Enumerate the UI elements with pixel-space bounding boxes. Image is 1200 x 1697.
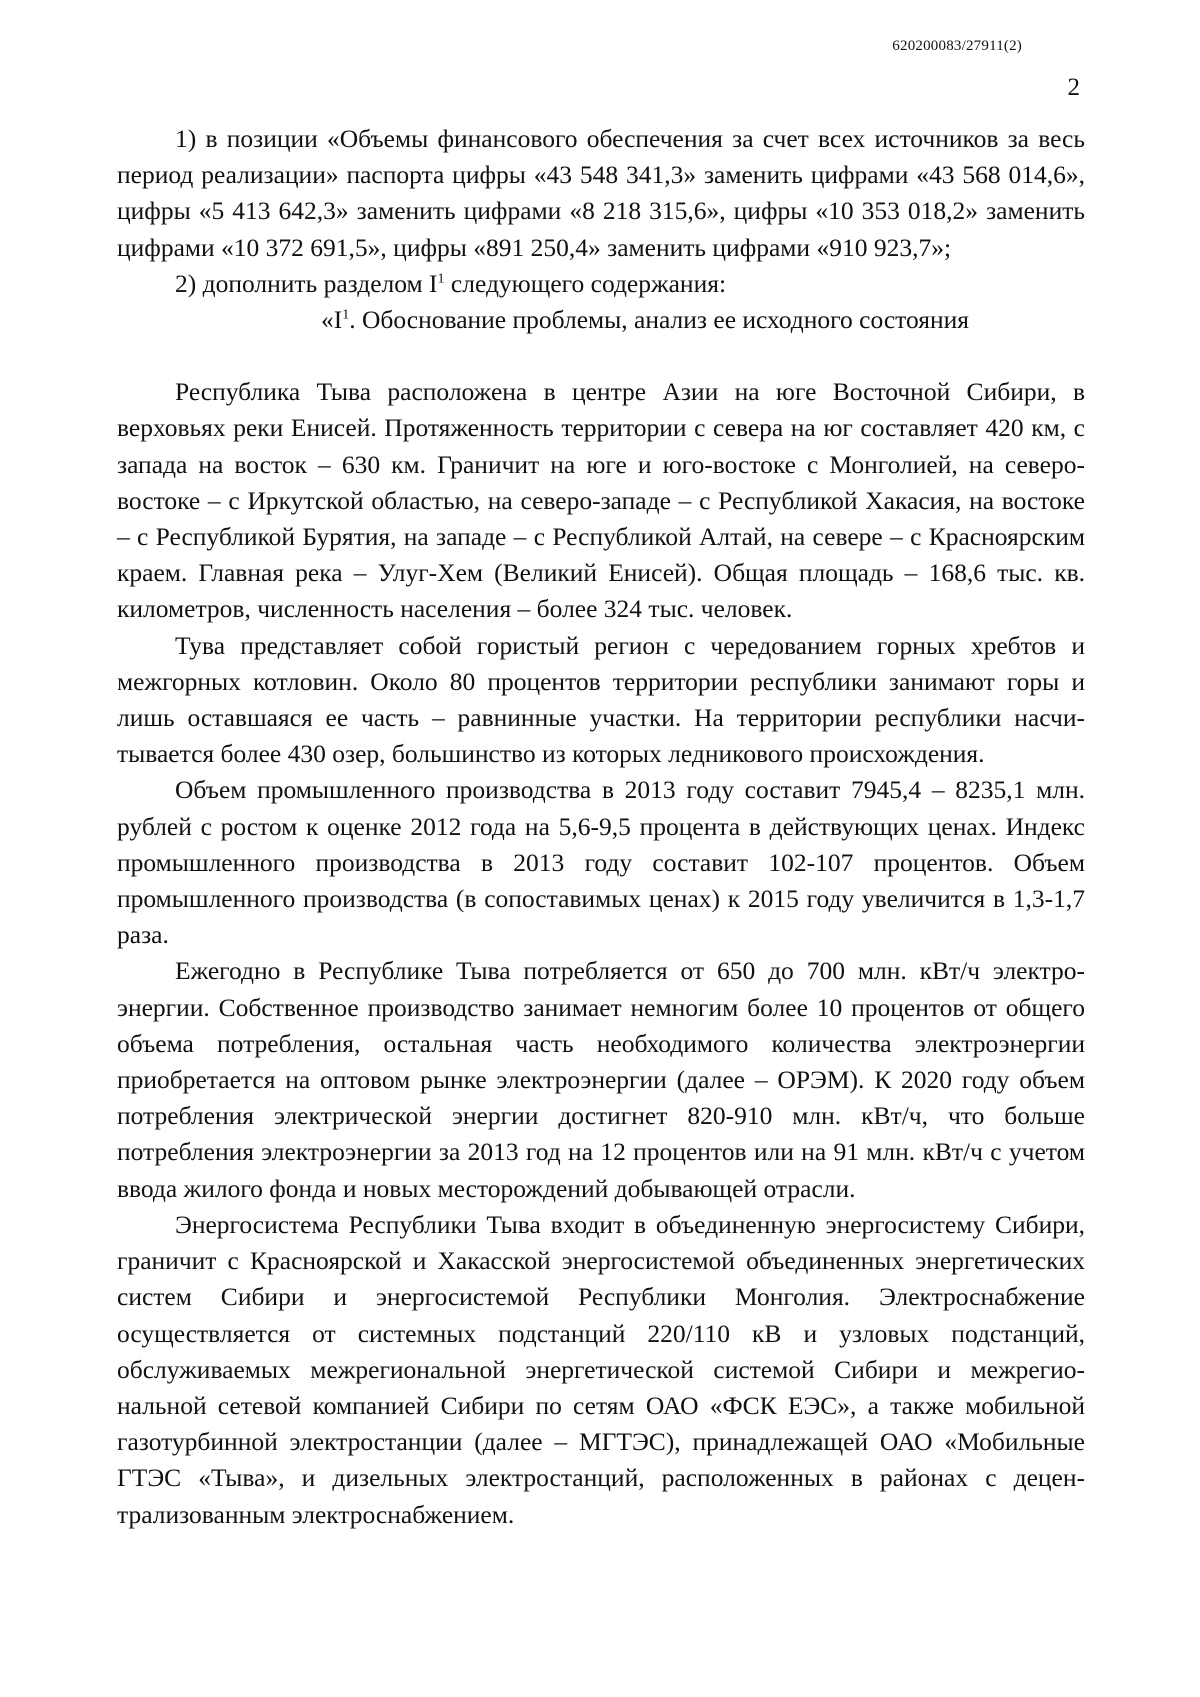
amendment-item-1: 1) в позиции «Объемы финансового обеспечения за счет всех источников за весь период реализации» паспорта цифры «43 548 341,3» заменить цифрами «43 568 014,6», цифры «5 413 642,3» заменить цифрами «8 218 315,6», цифры «10 353 018,2» заменить цифрами «10 372 691,5», цифры «891 250,4» заменить цифрами «910 923,7»;	[117, 124, 1085, 262]
paragraph-energy-system: Энергосистема Республики Тыва входит в объединенную энергосистему Сибири, граничит с Красноярской и Хакасской энергосистемой объединенных энергетических систем Сибири и энергосистемой Республики Монголия. Электроснабжение осуществляется от системных подстанций 220/110 кВ и узловых подстанций, обслуживаемых межрегиональной энергетической системой Сибири и межрегиональной сетевой компанией Сибири по сетям ОАО «ФСК ЕЭС», а также мобильной газотурбинной электростанции (далее – МГТЭС), принадлежащей ОАО «Мобильные ГТЭС «Тыва», и дизельных электростанций, расположенных в районах с децентрализованным электроснабжением.	[117, 1209, 1085, 1529]
section-heading-title: . Обоснование проблемы, анализ ее исходного состояния	[349, 305, 969, 335]
amendment-item-2-prefix: 2) дополнить разделом I	[175, 268, 438, 298]
amendment-item-2	[117, 266, 1085, 302]
amendment-item-2-suffix: следующего содержания:	[444, 268, 727, 298]
document-id: 620200083/27911(2)	[892, 38, 1022, 54]
paragraph-terrain: Тува представляет собой гористый регион с чередованием горных хребтов и межгорных котловин. Около 80 процентов территории республики занимают горы и лишь оставшаяся ее часть – равнинные участки. На территории республики насчитывается более 430 озер, большинство из которых ледникового происхождения.	[117, 630, 1085, 769]
paragraph-electricity-consumption: Ежегодно в Республике Тыва потребляется от 650 до 700 млн. кВт/ч электроэнергии. Собственное производство занимает немногим более 10 процентов от общего объема потребления, остальная часть необходимого количества электроэнергии приобретается на оптовом рынке электроэнергии (далее – ОРЭМ). К 2020 году объем потребления электрической энергии достигнет 820-910 млн. кВт/ч, что больше потребления электроэнергии за 2013 год на 12 процентов или на 91 млн. кВт/ч с учетом ввода жилого фонда и новых месторождений добывающей отрасли.	[117, 956, 1085, 1203]
section-spacer	[117, 338, 1085, 374]
document-body	[117, 121, 1085, 1533]
paragraph-geography: Республика Тыва расположена в центре Азии на юге Восточной Сибири, в верховьях реки Енисей. Протяженность территории с севера на юг составляет 420 км, с запада на восток – 630 км. Граничит на юге и юго-востоке с Монголией, на северо-востоке – с Иркутской областью, на северо-западе – с Республикой Хакасия, на востоке – с Республикой Бурятия, на западе – с Республикой Алтай, на севере – с Красноярским краем. Главная река – Улуг-Хем (Великий Енисей). Общая площадь – 168,6 тыс. кв. километров, численность населения – более 324 тыс. человек.	[117, 377, 1085, 624]
section-heading-superscript: 1	[342, 307, 350, 323]
paragraph-industry: Объем промышленного производства в 2013 году составит 7945,4 – 8235,1 млн. рублей с ростом к оценке 2012 года на 5,6-9,5 процента в действующих ценах. Индекс промышленного производства в 2013 году составит 102-107 процентов. Объем промышленного производства (в сопоставимых ценах) к 2015 году увеличится в 1,3-1,7 раза.	[117, 775, 1085, 950]
page-number: 2	[1067, 74, 1080, 101]
section-heading	[117, 302, 1085, 338]
section-heading-prefix: «I	[321, 305, 343, 335]
amendment-item-2-superscript: 1	[437, 271, 445, 287]
